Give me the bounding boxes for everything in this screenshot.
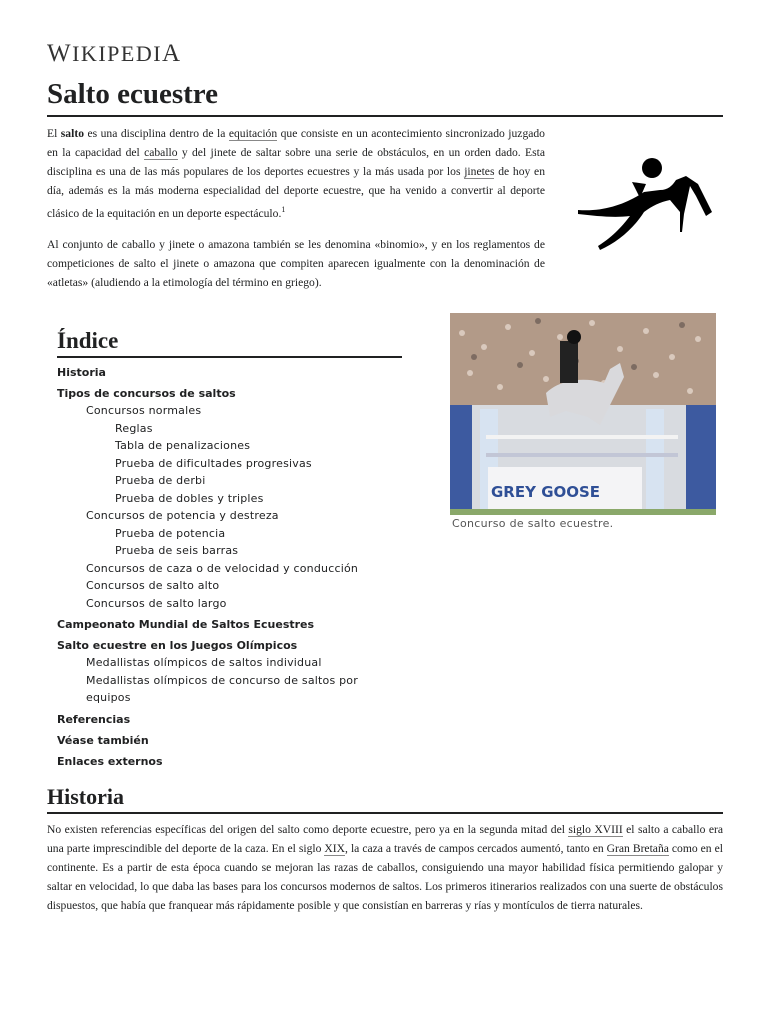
toc-item[interactable]: Prueba de dobles y triples [115,491,264,505]
historia-text: No existen referencias específicas del origen del salto como deporte ecuestre, pero ya en la segunda mitad del [47,823,569,836]
toc-item[interactable]: Prueba de seis barras [115,544,239,557]
intro-text: El [47,127,61,140]
show-jumping-photo [450,313,716,515]
toc-item[interactable]: Prueba de potencia [115,526,226,540]
toc-heading: Índice [57,328,402,358]
toc-item[interactable]: Medallistas olímpicos de saltos individual [86,656,322,669]
banner-text: GREY GOOSE [491,483,601,501]
figure-caption: Concurso de salto ecuestre. [452,517,614,530]
toc-item[interactable]: Prueba de dificultades progresivas [115,456,312,470]
link-equitacion[interactable]: equitación [228,127,278,140]
intro-bold-term: salto [60,127,84,140]
toc-item[interactable]: Concursos de caza o de velocidad y conducción [86,561,359,575]
link-siglo-xix[interactable]: XIX [324,842,346,855]
toc-item[interactable]: Enlaces externos [57,754,163,768]
intro-text: que consiste en un acontecimiento sincronizado juzgado en la capacidad del [47,127,545,159]
intro-text: es una disciplina dentro de la [83,127,229,140]
toc-list [57,364,402,770]
link-siglo-xviii[interactable]: siglo XVIII [568,823,623,836]
historia-paragraph [47,820,723,915]
toc-item[interactable]: Referencias [57,712,131,726]
toc-item[interactable]: Prueba de derbi [115,474,206,487]
table-of-contents [57,328,402,770]
equestrian-jumping-pictogram [574,154,714,254]
link-gran-bretana[interactable]: Gran Bretaña [606,842,669,855]
wikipedia-logo[interactable] [47,40,182,68]
link-caballo[interactable]: caballo [144,146,178,159]
intro-text: y del jinete de saltar sobre una serie de obstáculos, en un orden dado. Esta disciplina es una de las más populares de los deportes ecuestres y la más usada por los [47,146,545,178]
reference-marker[interactable]: 1 [281,205,286,214]
toc-item[interactable]: Tipos de concursos de saltos [57,387,236,400]
logo-letter-last: A [162,40,182,67]
link-jinetes[interactable]: jinetes [464,165,495,178]
toc-item[interactable]: Campeonato Mundial de Saltos Ecuestres [57,618,315,631]
historia-text: el salto a caballo era una parte imprescindible del deporte de la caza. En el siglo [47,823,723,855]
toc-item[interactable]: Véase también [57,733,149,747]
toc-item[interactable]: Concursos de salto alto [86,579,220,592]
logo-letters-mid: IKIPEDI [72,41,163,66]
historia-text: como en el continente. Es a partir de esta época cuando se mejoran las razas de caballos, consiguiendo una mayor habilidad física permitiendo galopar y saltar en velocidad, lo que daba las bases para los concursos modernos de saltos. Los primeros itinerarios realizados con una suerte de obstáculos dispuestos, que había que franquear más rápidamente posible y que consistían en barreras y rías y montículos de tierra naturales. [47,842,723,912]
toc-item[interactable]: Medallistas olímpicos de concurso de saltos por equipos [86,673,358,704]
historia-text: , la caza a través de campos cercados aumentó, tanto en [345,842,607,855]
toc-item[interactable]: Concursos de salto largo [86,596,227,610]
toc-item[interactable]: Historia [57,366,106,379]
toc-item[interactable]: Reglas [115,421,153,435]
page-title: Salto ecuestre [47,78,723,117]
intro-text: de hoy en día, además es la más moderna especialidad del deporte ecuestre, que ha venido a convertir al deporte clásico de la equitación en un deporte espectáculo. [47,165,545,220]
intro-paragraph-2: Al conjunto de caballo y jinete o amazona también se les denomina «binomio», y en los reglamentos de competiciones de salto el jinete o amazona que compiten aparecen igualmente con la denominación de «atletas» (aludiendo a la etimología del término en griego). [47,237,545,289]
toc-item[interactable]: Tabla de penalizaciones [115,439,251,452]
toc-item[interactable]: Salto ecuestre en los Juegos Olímpicos [57,639,298,652]
section-heading-historia: Historia [47,784,723,814]
toc-item[interactable]: Concursos normales [86,404,202,417]
intro-paragraph-1 [47,124,545,223]
toc-item[interactable]: Concursos de potencia y destreza [86,509,279,522]
logo-letter-first: W [47,40,73,67]
intro-section [47,124,545,304]
